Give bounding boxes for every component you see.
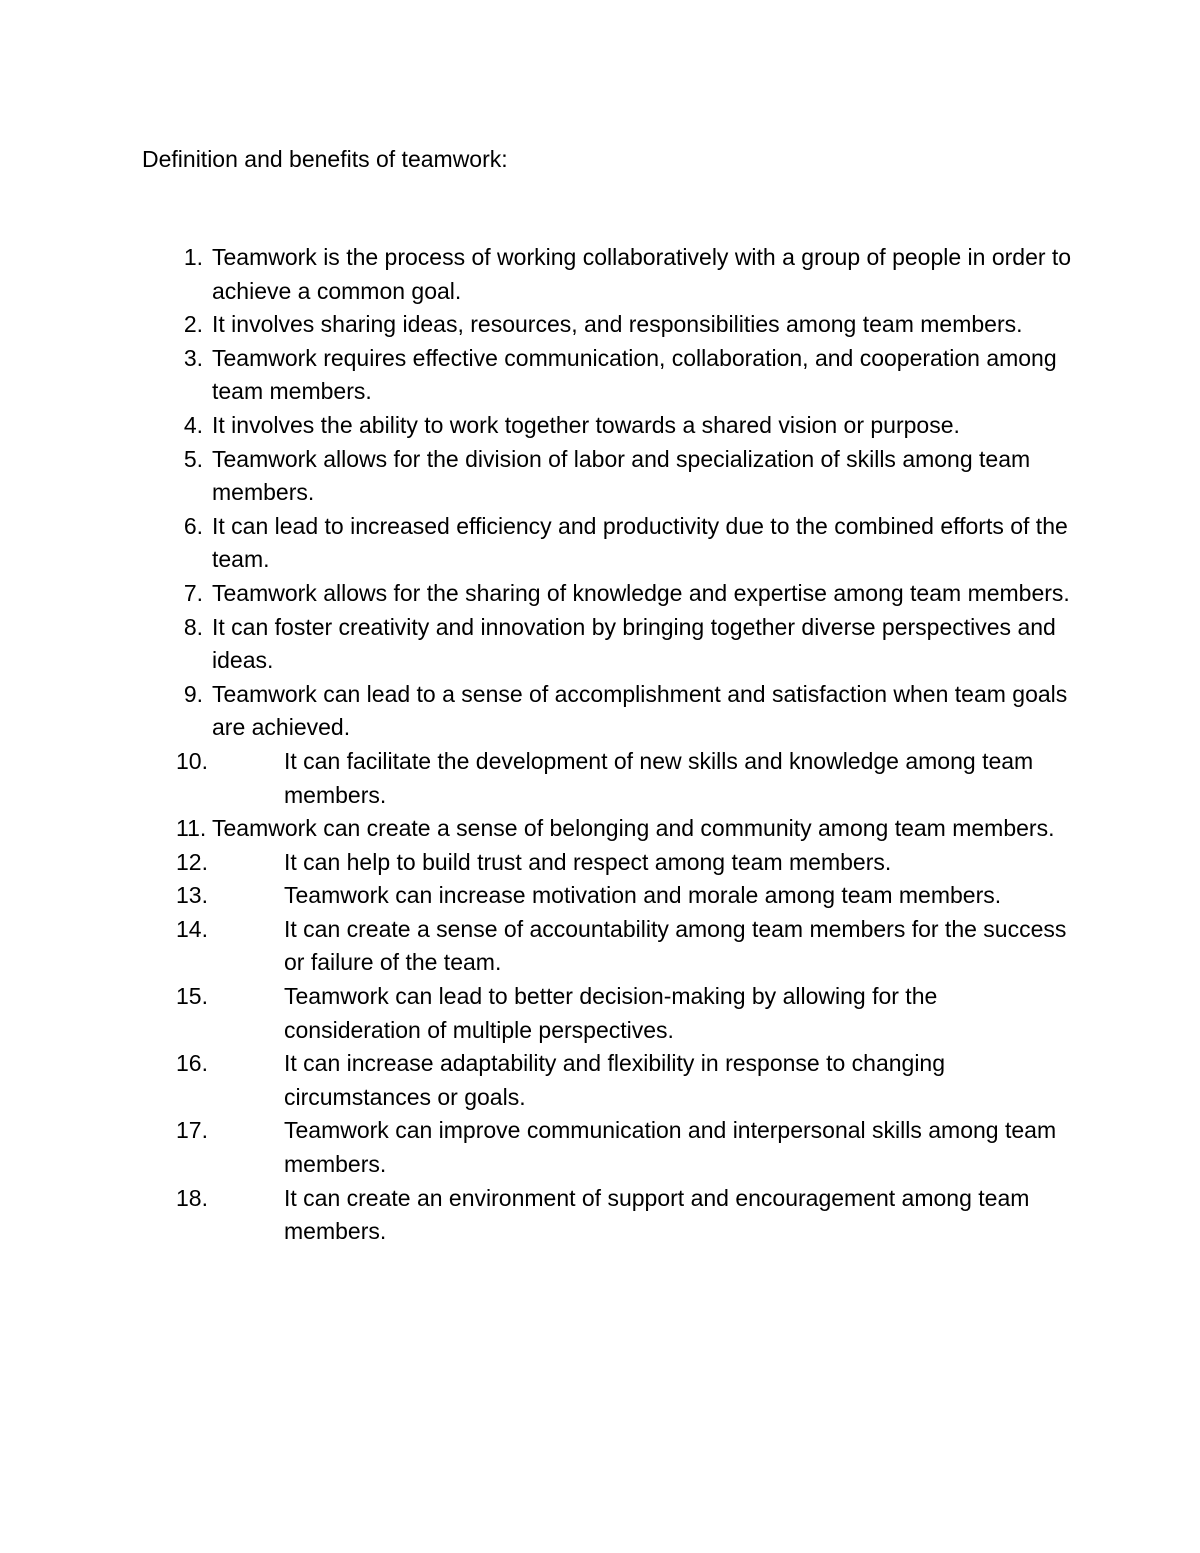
- list-item-text: It can lead to increased efficiency and productivity due to the combined efforts of the team.: [212, 512, 1068, 573]
- list-item-text: Teamwork can increase motivation and morale among team members.: [284, 882, 1002, 909]
- list-item-text: It involves the ability to work together towards a shared vision or purpose.: [212, 411, 960, 438]
- list-item: [0, 913, 1072, 980]
- list-item-text: Teamwork can lead to a sense of accomplishment and satisfaction when team goals are achieved.: [212, 680, 1068, 741]
- list-item-number: 18.: [176, 1184, 208, 1211]
- list-item-number: 13.: [176, 882, 208, 909]
- list-item: [0, 879, 1072, 913]
- list-item-text: It can help to build trust and respect among team members.: [284, 848, 892, 875]
- list-item: [0, 308, 1072, 342]
- list-item: [0, 409, 1072, 443]
- list-item: [0, 510, 1072, 577]
- list-item-number: 3.: [183, 344, 203, 371]
- list-item: [0, 980, 1072, 1047]
- list-item-text: Teamwork can improve communication and interpersonal skills among team members.: [284, 1117, 1057, 1178]
- list-item-number: 16.: [176, 1050, 208, 1077]
- list-item: [0, 1047, 1072, 1114]
- list-item: [0, 812, 1072, 846]
- list-item-number: 8.: [183, 613, 203, 640]
- list-item-text: It can facilitate the development of new skills and knowledge among team members.: [284, 747, 1034, 808]
- list-item-text: It involves sharing ideas, resources, and responsibilities among team members.: [212, 311, 1023, 338]
- list-item-number: 11.: [176, 815, 207, 842]
- list-item-text: Teamwork requires effective communication, collaboration, and cooperation among team members.: [212, 344, 1057, 405]
- list-item-text: Teamwork allows for the division of labor and specialization of skills among team members.: [212, 445, 1031, 506]
- list-item-text: Teamwork can create a sense of belonging and community among team members.: [212, 815, 1055, 842]
- list-item: [0, 443, 1072, 510]
- list-item: [0, 241, 1072, 308]
- list-item-text: It can increase adaptability and flexibility in response to changing circumstances or goals.: [284, 1050, 946, 1110]
- list-item-number: 14.: [176, 915, 208, 942]
- list-item-number: 2.: [183, 311, 203, 338]
- list-item-number: 10.: [176, 747, 208, 774]
- list-item-text: Teamwork allows for the sharing of knowledge and expertise among team members.: [212, 579, 1070, 606]
- list-item-number: 1.: [183, 244, 203, 270]
- document-heading: Definition and benefits of teamwork:: [142, 146, 508, 172]
- list-item-text: Teamwork can lead to better decision-making by allowing for the consideration of multiple perspectives.: [284, 983, 938, 1043]
- list-item-number: 7.: [183, 579, 203, 606]
- list-item-number: 12.: [176, 848, 208, 875]
- list-item-number: 17.: [176, 1117, 208, 1144]
- list-item-number: 4.: [183, 411, 203, 438]
- list-item-number: 15.: [176, 983, 208, 1010]
- list-item: [0, 1114, 1072, 1181]
- list-item-number: 6.: [183, 512, 203, 539]
- list-item-number: 5.: [183, 445, 203, 472]
- list-item: [0, 577, 1072, 611]
- list-item: [0, 745, 1072, 812]
- list-item: [0, 611, 1072, 678]
- list-item: [0, 678, 1072, 745]
- benefits-list: [0, 241, 1200, 1249]
- list-item-text: It can create an environment of support and encouragement among team members.: [284, 1184, 1030, 1245]
- list-item: [0, 1182, 1072, 1249]
- list-item: [0, 846, 1072, 880]
- list-item: [0, 342, 1072, 409]
- list-item-number: 9.: [183, 680, 203, 707]
- list-item-text: Teamwork is the process of working collaboratively with a group of people in order to achieve a common goal.: [212, 244, 1072, 304]
- list-item-text: It can foster creativity and innovation by bringing together diverse perspectives and ideas.: [212, 613, 1056, 674]
- list-item-text: It can create a sense of accountability among team members for the success or failure of the team.: [284, 915, 1067, 976]
